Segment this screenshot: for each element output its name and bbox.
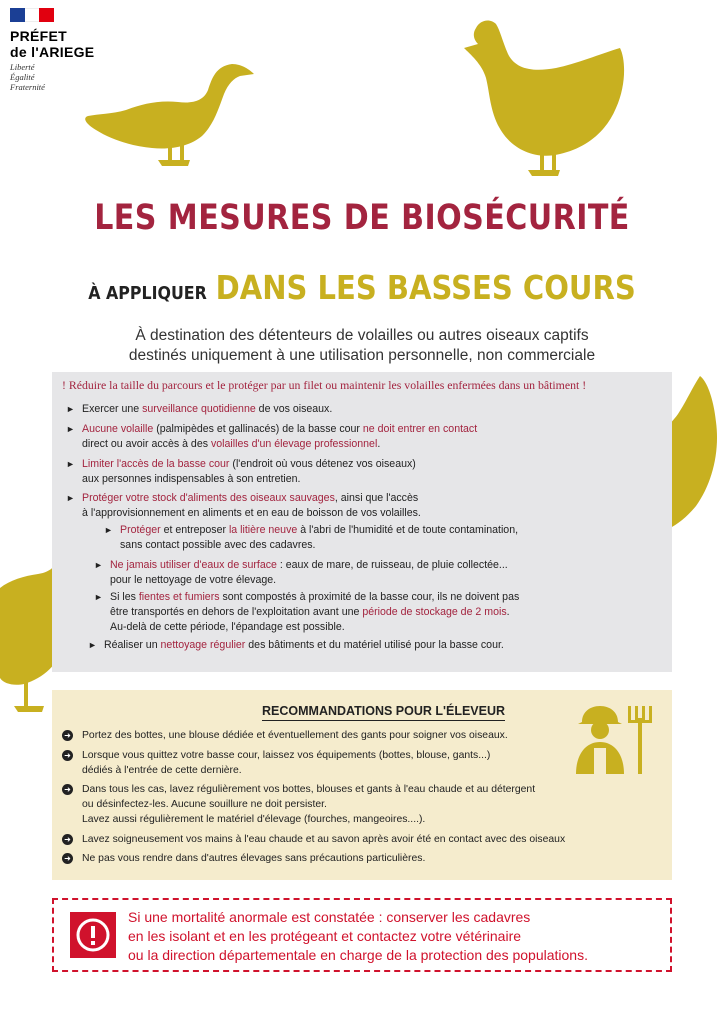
- measure-item: [66, 491, 421, 521]
- measure-text: et entreposer: [160, 524, 229, 536]
- arrow-bullet-icon: ►: [94, 560, 103, 570]
- measure-item: [94, 590, 520, 635]
- measure-text: à l'abri de l'humidité et de toute contamination,: [297, 524, 519, 536]
- highlight-text: surveillance quotidienne: [142, 403, 256, 415]
- measure-line: [104, 638, 504, 653]
- measure-line: [110, 590, 519, 605]
- measure-text: sans contact possible avec des cadavres.: [120, 539, 316, 551]
- highlight-text: Aucune volaille: [82, 423, 154, 435]
- measure-line: [82, 457, 416, 472]
- motto-fraternite: Fraternité: [10, 82, 45, 92]
- arrow-circle-icon: ➜: [62, 730, 73, 741]
- measure-line: [110, 605, 519, 620]
- arrow-bullet-icon: ►: [104, 525, 113, 535]
- hen-icon: [460, 14, 630, 180]
- highlight-text: période de stockage de 2 mois: [362, 606, 507, 618]
- measure-text: de vos oiseaux.: [255, 403, 333, 415]
- measure-text: des bâtiments et du matériel utilisé pour la basse cour.: [245, 639, 504, 651]
- measure-text: pour le nettoyage de votre élevage.: [110, 574, 277, 586]
- arrow-bullet-icon: ►: [66, 493, 75, 503]
- measure-line: [110, 620, 519, 635]
- arrow-circle-icon: ➜: [62, 784, 73, 795]
- subtitle: [43, 268, 680, 307]
- measure-text: (l'endroit où vous détenez vos oiseaux): [229, 458, 416, 470]
- intro-line-1: À destination des détenteurs de volailles ou autres oiseaux captifs: [135, 327, 589, 344]
- measure-line: [110, 573, 508, 588]
- highlight-text: la litière neuve: [228, 524, 298, 536]
- measure-text: (palmipèdes et gallinacés) de la basse cour: [153, 423, 363, 435]
- measure-line: [120, 523, 518, 538]
- highlight-text: Limiter l'accès de la basse cour: [82, 458, 230, 470]
- measure-text: être transportés en dehors de l'exploitation avant une: [110, 606, 363, 618]
- arrow-circle-icon: ➜: [62, 853, 73, 864]
- motto-egalite: Égalité: [10, 72, 35, 82]
- recommendation-line: Ne pas vous rendre dans d'autres élevages sans précautions particulières.: [82, 853, 426, 864]
- prefet-line2: de l'ARIEGE: [10, 44, 95, 60]
- measure-line: [120, 538, 518, 553]
- highlight-text: nettoyage régulier: [160, 639, 246, 651]
- recommendation-line: Lorsque vous quittez votre basse cour, laissez vos équipements (bottes, blouse, gants...): [82, 750, 491, 761]
- intro-line-2: destinés uniquement à une utilisation personnelle, non commerciale: [128, 347, 596, 364]
- page-title: LES MESURES DE BIOSÉCURITÉ: [94, 198, 630, 238]
- measure-text: .: [506, 606, 510, 618]
- measure-item: [94, 558, 508, 588]
- measure-line: [82, 422, 477, 437]
- measure-text: aux personnes indispensables à son entretien.: [82, 473, 301, 485]
- measure-line: [110, 558, 508, 573]
- measure-item: [66, 422, 478, 452]
- arrow-bullet-icon: ►: [88, 640, 97, 650]
- measure-item: [88, 638, 504, 653]
- arrow-circle-icon: ➜: [62, 750, 73, 761]
- motto-liberte: Liberté: [10, 62, 35, 72]
- alert-box: [52, 898, 672, 972]
- alert-line-2: en les isolant et en les protégeant et contactez votre vétérinaire: [128, 928, 522, 944]
- recommendation-line: Portez des bottes, une blouse dédiée et éventuellement des gants pour soigner vos oiseaux.: [82, 730, 508, 741]
- measures-box: [52, 372, 672, 672]
- intro-text: [0, 326, 724, 366]
- measure-line: [82, 506, 421, 521]
- measure-text: .: [377, 438, 381, 450]
- recommendation-item: [64, 782, 536, 827]
- measure-text: Au-delà de cette période, l'épandage est possible.: [110, 621, 345, 633]
- arrow-circle-icon: ➜: [62, 834, 73, 845]
- recommendation-item: [64, 851, 426, 866]
- recommendation-line: Lavez soigneusement vos mains à l'eau chaude et au savon après avoir été en contact avec des oiseaux: [82, 834, 566, 845]
- highlight-text: Protéger: [120, 524, 161, 536]
- subtitle-small: À APPLIQUER: [88, 283, 207, 304]
- recommendation-line: Dans tous les cas, lavez régulièrement vos bottes, blouses et gants à l'eau chaude et au détergent: [82, 784, 536, 795]
- measure-text: à l'approvisionnement en aliments et en eau de boisson de vos volailles.: [82, 507, 421, 519]
- recommendation-line: dédiés à l'entrée de cette dernière.: [82, 765, 242, 776]
- highlight-text: fientes et fumiers: [138, 591, 220, 603]
- measure-text: sont compostés à proximité de la basse cour, ils ne doivent pas: [219, 591, 520, 603]
- alert-text: [128, 908, 668, 965]
- farmer-icon: [572, 704, 662, 774]
- duck-icon: [82, 44, 258, 172]
- measure-item: [104, 523, 519, 553]
- recommendation-line: Lavez aussi régulièrement le matériel d'élevage (fourches, mangeoires....).: [82, 814, 426, 825]
- measure-line: [82, 437, 477, 452]
- recommendations-box: [52, 690, 672, 880]
- measure-item: [66, 402, 333, 417]
- alert-line-3: ou la direction départementale en charge de la protection des populations.: [128, 947, 588, 963]
- highlight-text: Protéger votre stock d'aliments des oiseaux sauvages: [82, 492, 335, 504]
- recommendations-title: RECOMMANDATIONS POUR L'ÉLEVEUR: [262, 704, 505, 721]
- warning-line: ! Réduire la taille du parcours et le protéger par un filet ou maintenir les volailles enfermées dans un bâtiment !: [62, 378, 587, 392]
- subtitle-big: DANS LES BASSES COURS: [215, 268, 636, 307]
- measure-line: [82, 491, 421, 506]
- exclamation-icon: [70, 912, 116, 958]
- measure-line: [82, 402, 332, 417]
- arrow-bullet-icon: ►: [66, 424, 75, 434]
- recommendation-line: ou désinfectez-les. Aucune souillure ne doit persister.: [82, 799, 327, 810]
- measure-line: [82, 472, 416, 487]
- measure-text: : eaux de mare, de ruisseau, de pluie collectée...: [276, 559, 508, 571]
- arrow-bullet-icon: ►: [94, 592, 103, 602]
- measure-text: Réaliser un: [104, 639, 161, 651]
- highlight-text: Ne jamais utiliser d'eaux de surface: [110, 559, 277, 571]
- marianne-flag-icon: [10, 8, 54, 22]
- alert-line-1: Si une mortalité anormale est constatée : conserver les cadavres: [128, 909, 531, 925]
- recommendation-item: [64, 748, 491, 778]
- arrow-bullet-icon: ►: [66, 459, 75, 469]
- measure-text: , ainsi que l'accès: [334, 492, 419, 504]
- measure-text: Si les: [110, 591, 139, 603]
- alert-icon-box: [70, 912, 116, 958]
- recommendation-item: [64, 728, 508, 743]
- measure-text: Exercer une: [82, 403, 143, 415]
- arrow-bullet-icon: ►: [66, 404, 75, 414]
- highlight-text: ne doit entrer en contact: [362, 423, 478, 435]
- measure-text: direct ou avoir accès à des: [82, 438, 211, 450]
- prefet-line1: PRÉFET: [10, 28, 68, 44]
- measure-item: [66, 457, 416, 487]
- recommendation-item: [64, 832, 566, 847]
- highlight-text: volailles d'un élevage professionnel: [210, 438, 378, 450]
